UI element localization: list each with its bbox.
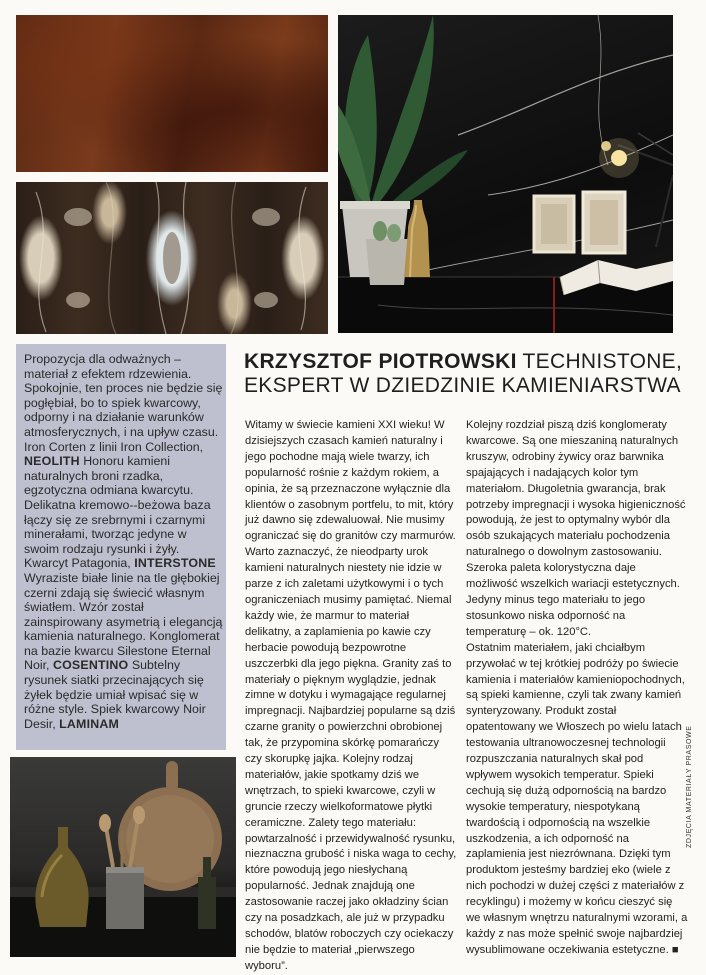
page-title bbox=[244, 350, 684, 398]
article-column-right bbox=[466, 418, 688, 959]
dark-stone-interior-image bbox=[338, 15, 673, 333]
author-role: TECHNISTONE, EKSPERT W DZIEDZINIE KAMIENIARSTWA bbox=[244, 350, 683, 397]
sidebar-captions bbox=[24, 352, 224, 731]
brand-interstone: INTERSTONE bbox=[134, 556, 216, 571]
corten-tile-image bbox=[16, 15, 328, 172]
author-name: KRZYSZTOF PIOTROWSKI bbox=[244, 350, 517, 373]
article-sinters-text: Ostatnim materiałem, jaki chciałbym przywołać w tej krótkiej podróży po świecie kamienia i materiałów kamieniopochodnych, są spieki kamienne, czyli tak zwany kamień synteryzowany. Produkt został opatentowany we Włoszech po wielu latach testowania ultranowoczesnej technologii rozpuszczania naturalnych skał pod wpływem wysokich temperatur. Spieki cechują się dużą odpornością na bardzo wysokie temperatury, niespotykaną twardością i odpornością na wszelkie uszkodzenia, a ich odporność na zaplamienia jest niezrównana. Dzięki tym produktom jesteśmy bardziej eko (wiele z nich pochodzi w dużej części z materiałów z recyklingu) i możemy w końcu cieszyć się we własnym wnętrzu naturalnymi wzorami, a każdy z nas może spełnić swoje najbardziej wysublimowane oczekiwania estetyczne. bbox=[466, 641, 688, 956]
patagonia-quartz-image bbox=[16, 182, 328, 334]
photo-credit: ZDJĘCIA MATERIAŁY PRASOWE bbox=[686, 725, 693, 848]
article-column-left bbox=[245, 418, 457, 975]
caption-patagonia: Honoru kamieni naturalnych broni rzadka, egzotyczna odmiana kwarcytu. Delikatna kremowo--beżowa baza łączy się ze srebrnymi i czarnymi minerałami, tworząc jedyne w swoim rodzaju rysunki i żyły. Kwarcyt Patagonia, bbox=[24, 454, 211, 571]
kitchen-counter-image bbox=[10, 757, 236, 957]
caption-eternal-noir: Wyraziste białe linie na tle głębokiej czerni zdają się świecić własnym światłem. Wzór został zainspirowany asymetrią i elegancją kamienia naturalnego. Konglomerat na bazie kwarcu Silestone Eternal Noir, bbox=[24, 570, 223, 673]
brand-neolith: NEOLITH bbox=[24, 454, 80, 469]
end-mark: ■ bbox=[671, 943, 679, 956]
caption-noir-desir: Subtelny rysunek siatki przecinających się żyłek będzie umiał wpisać się w różne style. Spiek kwarcowy Noir Desir, bbox=[24, 658, 206, 731]
brand-cosentino: COSENTINO bbox=[52, 658, 129, 673]
brand-laminam: LAMINAM bbox=[59, 716, 120, 731]
article-text-left: Witamy w świecie kamieni XXI wieku! W dzisiejszych czasach kamień naturalny i jego pochodne mają wiele twarzy, ich popularność rośnie z każdym rokiem, a opinia, że są przeznaczone wyłącznie dla klientów o zasobnym portfelu, to mit, który już dawno się zdewaluował. Nie musimy ograniczać się do granitów czy marmurów. Warto zaznaczyć, że nieodparty urok kamieni naturalnych niestety nie idzie w parze z ich zaletami użytkowymi i o tych ograniczeniach musimy pamiętać. Niemal każdy wie, że marmur to materiał delikatny, a zaplamienia po kawie czy herbacie powodują bezpowrotne uszczerbki dla jego piękna. Granity zaś to materiały o pięknym wyglądzie, jednak zimne w dotyku i wymagające regularnej impregnacji. Najbardziej popularne są dziś czarne granity o powierzchni obrobionej tak, że przypomina skórkę pomarańczy czy skorupkę jajka. Kolejny rodzaj materiałów, jakie spotkamy dziś we wnętrzach, to spieki kwarcowe, czyli w gruncie rzeczy wielkoformatowe płytki ceramiczne. Zalety tego materiału: powtarzalność i przewidywalność rysunku, nieznaczna grubość i niska waga to cechy, które powodują jego niesłychaną popularność. Jednak znajdują one zastosowanie raczej jako okładziny ścian czy na posadzkach, ale już w przypadku schodów, blatów roboczych czy ociekaczy nie będzie to materiał „pierwszego wyboru”. bbox=[245, 419, 457, 972]
caption-corten: Propozycja dla odważnych – materiał z efektem rdzewienia. Spokojnie, ten proces nie będzie się pogłębiał, bo to spiek kwarcowy, odporny i na działanie warunków atmosferycznych, i na upływ czasu. Iron Corten z linii Iron Collection, bbox=[24, 352, 223, 454]
article-paragraph-conglomerates: Kolejny rozdział piszą dziś konglomeraty kwarcowe. Są one mieszaniną naturalnych kruszyw, odrobiny żywicy oraz barwnika spajających i nadających kolor tym materiałom. Długoletnia gwarancja, brak potrzeby impregnacji i wysoka higieniczność powodują, że jest to optymalny wybór dla osób szukających materiału pochodzenia naturalnego o dowolnym zastosowaniu. Szeroka paleta kolorystyczna daje możliwość wszelkich wariacji estetycznych. Jedyny minus tego materiału to jego stosunkowo niska odporność na temperaturę – ok. 120°C. bbox=[466, 419, 686, 638]
article-paragraph-sinters bbox=[466, 641, 688, 959]
